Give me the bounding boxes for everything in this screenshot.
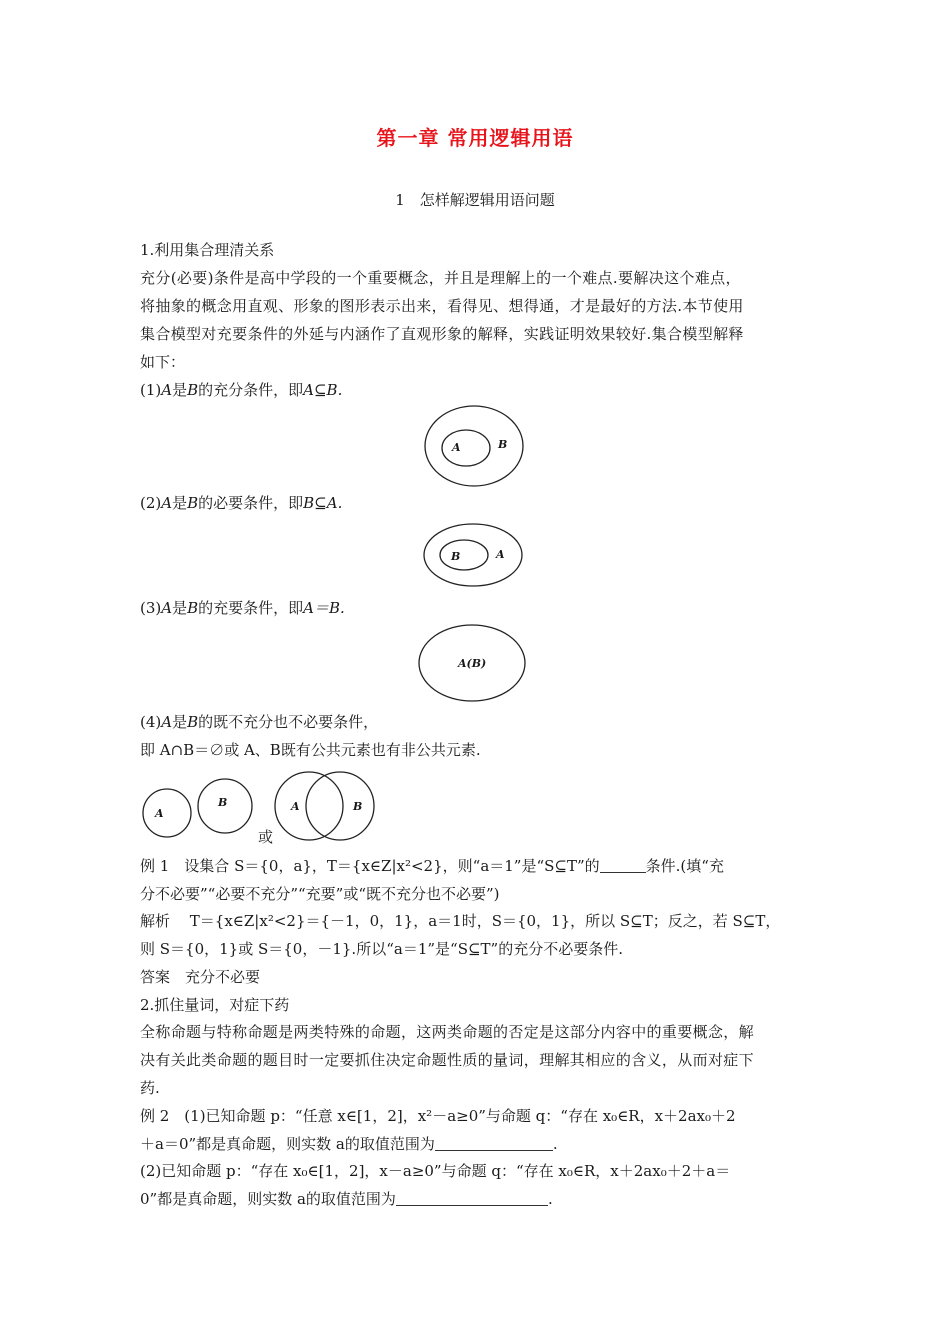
paragraph-line: 充分(必要)条件是高中学段的一个重要概念，并且是理解上的一个难点.要解决这个难点， [140,269,741,287]
case-1-line: (1)A是B的充分条件，即A⊆B. [140,381,343,399]
section-title: 1 怎样解逻辑用语问题 [395,191,555,209]
diagram-label: A [496,548,505,561]
diagram-label: A [291,800,300,813]
diagram-label: B [498,438,508,451]
solution-line: 解析 T＝{x∈Z|x²<2}＝{－1，0，1}，a＝1时，S＝{0，1}，所以 S⊆T；反之，若 S⊆T， [140,912,781,930]
paragraph-line: 决有关此类命题的题目时一定要抓住决定命题性质的量词，理解其相应的含义，从而对症下 [140,1051,755,1069]
venn-subset-b-in-a [424,524,522,586]
case-3-line: (3)A是B的充要条件，即A＝B. [140,599,345,617]
example-1-line: 例 1 设集合 S＝{0，a}，T＝{x∈Z|x²<2}，则“a＝1”是“S⊆T”的 条件.(填“充 [140,857,724,875]
answer-blank [435,1136,553,1151]
answer-blank [396,1191,548,1206]
venn-disjoint [143,779,252,837]
diagram-label: A(B) [458,657,487,670]
section-1-heading: 1.利用集合理清关系 [140,241,275,259]
example-2-line: 例 2 (1)已知命题 p：“任意 x∈[1，2]，x²－a≥0”与命题 q：“存在 x₀∈R，x＋2ax₀＋2 [140,1107,736,1125]
paragraph-line: 集合模型对充要条件的外延与内涵作了直观形象的解释，实践证明效果较好.集合模型解释 [140,325,744,343]
venn-overlapping [275,772,374,840]
example-2-line: ＋a＝0”都是真命题，则实数 a的取值范围为 . [140,1135,558,1153]
diagram-label: B [451,550,461,563]
paragraph-line: 将抽象的概念用直观、形象的图形表示出来，看得见、想得通，才是最好的方法.本节使用 [140,297,744,315]
paragraph-line: 如下： [140,353,186,371]
case-4-explanation: 即 A∩B＝∅或 A、B既有公共元素也有非公共元素. [140,741,481,759]
case-4-line: (4)A是B的既不充分也不必要条件， [140,713,379,731]
case-2-line: (2)A是B的必要条件，即B⊆A. [140,494,343,512]
example-2-line: (2)已知命题 p：“存在 x₀∈[1，2]，x－a≥0”与命题 q：“存在 x₀∈R，x＋2ax₀＋2＋a＝ [140,1162,731,1180]
venn-equal-sets [419,625,525,701]
venn-subset-a-in-b [425,406,523,486]
diagram-label: A [155,807,164,820]
or-label: 或 [258,828,274,846]
diagram-label: B [353,800,363,813]
answer-blank [600,858,646,873]
section-2-heading: 2.抓住量词，对症下药 [140,996,290,1014]
paragraph-line: 全称命题与特称命题是两类特殊的命题，这两类命题的否定是这部分内容中的重要概念，解 [140,1023,755,1041]
example-2-line: 0”都是真命题，则实数 a的取值范围为 . [140,1190,553,1208]
solution-line: 则 S＝{0，1}或 S＝{0，－1}.所以“a＝1”是“S⊆T”的充分不必要条件. [140,940,623,958]
example-1-line: 分不必要”“必要不充分”“充要”或“既不充分也不必要”) [140,885,500,903]
chapter-title: 第一章 常用逻辑用语 [376,126,574,150]
answer-line: 答案 充分不必要 [140,968,261,986]
diagram-label: B [218,796,228,809]
paragraph-line: 药. [140,1079,160,1097]
diagram-label: A [452,441,461,454]
